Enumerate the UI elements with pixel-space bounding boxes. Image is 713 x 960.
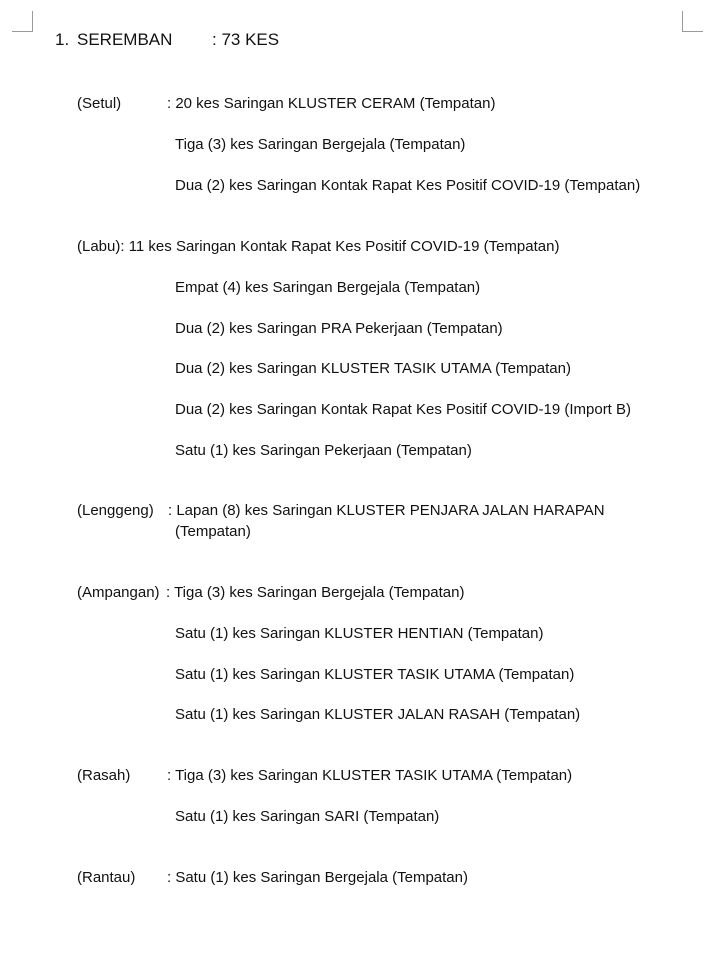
case-entry: Dua (2) kes Saringan PRA Pekerjaan (Tempatan) bbox=[175, 320, 503, 337]
case-entry: : Tiga (3) kes Saringan Bergejala (Tempatan) bbox=[166, 584, 465, 601]
heading-number: 1. bbox=[55, 30, 70, 49]
case-entry: (Tempatan) bbox=[175, 523, 251, 540]
location-label: (Lenggeng) bbox=[77, 502, 154, 519]
case-entry: : Lapan (8) kes Saringan KLUSTER PENJARA JALAN HARAPAN bbox=[168, 502, 605, 519]
case-entry: Tiga (3) kes Saringan Bergejala (Tempatan) bbox=[175, 136, 466, 153]
location-label: (Rasah) bbox=[77, 767, 131, 784]
case-entry: Satu (1) kes Saringan KLUSTER HENTIAN (Tempatan) bbox=[175, 625, 544, 642]
case-entry: Dua (2) kes Saringan Kontak Rapat Kes Positif COVID-19 (Import B) bbox=[175, 401, 632, 418]
case-entry: : 20 kes Saringan KLUSTER CERAM (Tempatan) bbox=[167, 95, 496, 112]
heading-district: SEREMBAN bbox=[77, 30, 173, 49]
location-label: (Rantau) bbox=[77, 869, 136, 886]
case-entry: Empat (4) kes Saringan Bergejala (Tempatan) bbox=[175, 279, 481, 296]
case-entry: Satu (1) kes Saringan KLUSTER TASIK UTAMA (Tempatan) bbox=[175, 666, 575, 683]
case-entry: Satu (1) kes Saringan KLUSTER JALAN RASAH (Tempatan) bbox=[175, 706, 581, 723]
location-label: (Labu): 11 kes Saringan Kontak Rapat Kes Positif COVID-19 (Tempatan) bbox=[77, 238, 560, 255]
case-entry: Satu (1) kes Saringan Pekerjaan (Tempatan) bbox=[175, 442, 472, 459]
case-entry: Satu (1) kes Saringan SARI (Tempatan) bbox=[175, 808, 440, 825]
heading-case-count: : 73 KES bbox=[212, 30, 280, 49]
case-entry: : Tiga (3) kes Saringan KLUSTER TASIK UTAMA (Tempatan) bbox=[167, 767, 573, 784]
case-entry: : Satu (1) kes Saringan Bergejala (Tempatan) bbox=[167, 869, 468, 886]
case-entry: Dua (2) kes Saringan Kontak Rapat Kes Positif COVID-19 (Tempatan) bbox=[175, 177, 641, 194]
location-label: (Setul) bbox=[77, 95, 122, 112]
margin-corner-mark bbox=[682, 11, 703, 32]
margin-corner-mark bbox=[12, 11, 33, 32]
case-entry: Dua (2) kes Saringan KLUSTER TASIK UTAMA (Tempatan) bbox=[175, 360, 571, 377]
location-label: (Ampangan) bbox=[77, 584, 160, 601]
